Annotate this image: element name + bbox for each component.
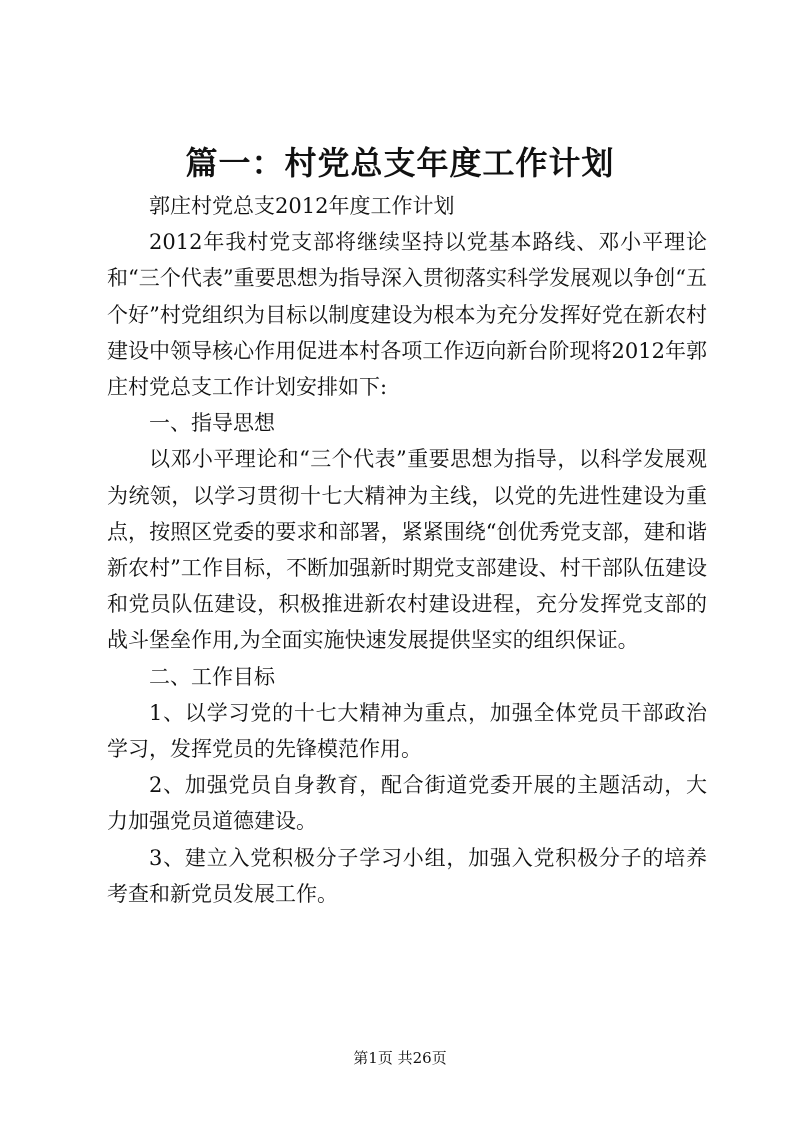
paragraph-goal-1: 1、以学习党的十七大精神为重点，加强全体党员干部政治学习，发挥党员的先锋模范作用。: [107, 700, 707, 762]
paragraph-intro: 2012年我村党支部将继续坚持以党基本路线、邓小平理论和“三个代表”重要思想为指导深入贯彻落实科学发展观以争创“五个好”村党组织为目标以制度建设为根本为充分发挥好党在新农村建设中领导核心作用促进本村各项工作迈向新台阶现将2012年郭庄村党总支工作计划安排如下:: [107, 230, 707, 400]
paragraph-subtitle: 郭庄村党总支2012年度工作计划: [149, 194, 455, 218]
document-title: 篇一：村党总支年度工作计划: [185, 144, 615, 182]
section-heading-work-goals: 二、工作目标: [149, 664, 275, 689]
document-body: [107, 188, 707, 912]
paragraph-guiding-ideology: 以邓小平理论和“三个代表”重要思想为指导，以科学发展观为统领，以学习贯彻十七大精神为主线，以党的先进性建设为重点，按照区党委的要求和部署，紧紧围绕“创优秀党支部，建和谐新农村”工作目标，不断加强新时期党支部建设、村干部队伍建设和党员队伍建设，积极推进新农村建设进程，充分发挥党支部的战斗堡垒作用,为全面实施快速发展提供坚实的组织保证。: [107, 447, 707, 653]
section-heading-guiding-ideology: 一、指导思想: [149, 411, 275, 436]
paragraph-goal-2: 2、加强党员自身教育，配合街道党委开展的主题活动，大力加强党员道德建设。: [107, 773, 707, 834]
paragraph-goal-3: 3、建立入党积极分子学习小组，加强入党积极分子的培养考查和新党员发展工作。: [107, 845, 707, 906]
page-number-footer: 第1页 共26页: [353, 1049, 447, 1067]
